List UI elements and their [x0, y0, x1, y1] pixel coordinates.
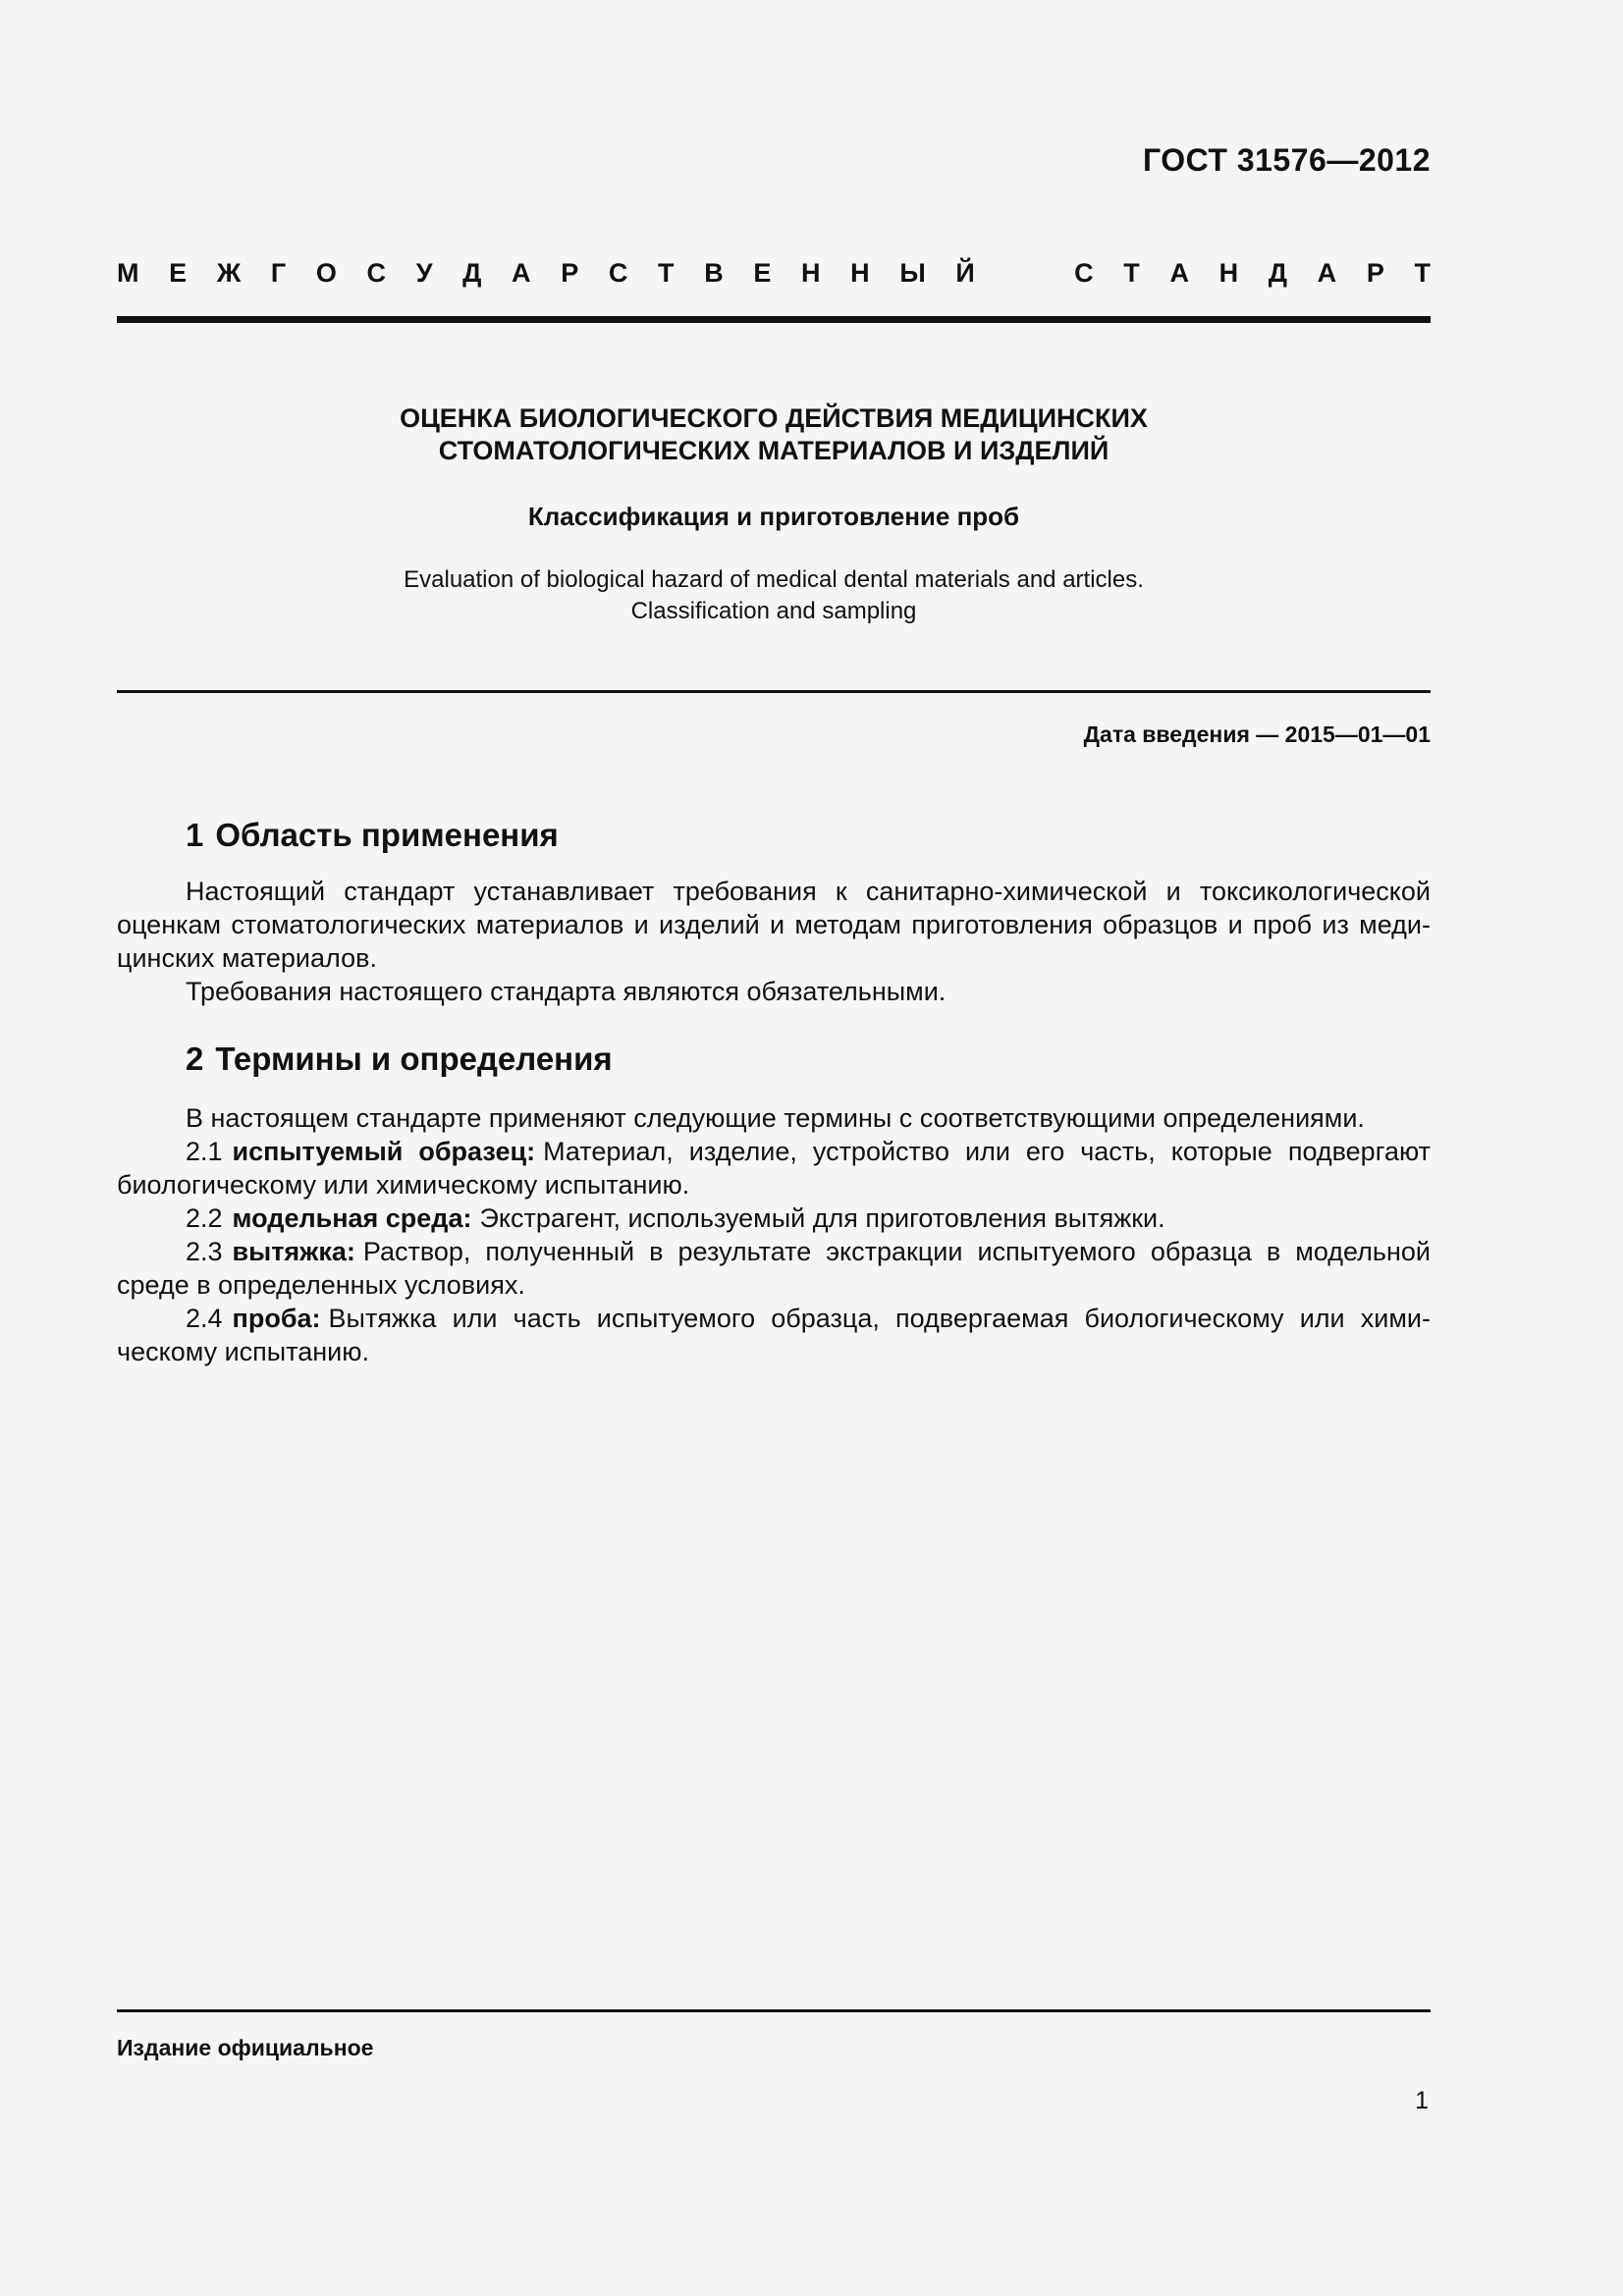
- standard-type-letter: Г: [270, 258, 287, 288]
- section-heading-scope: [186, 817, 559, 854]
- term-name: испытуемый образец:: [232, 1137, 536, 1166]
- standard-type-letter: А: [1317, 258, 1337, 288]
- introduction-date: Дата введения — 2015—01—01: [1083, 721, 1431, 747]
- standard-type-letter: Н: [850, 258, 870, 288]
- standard-type-letter: Р: [561, 258, 579, 288]
- section-title: Термины и определения: [215, 1041, 613, 1077]
- standard-type-letter: Ы: [899, 258, 926, 288]
- standard-type-letter: Д: [462, 258, 482, 288]
- standard-type-letter: Ж: [216, 258, 242, 288]
- standard-type-letter: М: [117, 258, 139, 288]
- title-divider: [117, 690, 1431, 693]
- term-text: Материал, изделие, устройство или его часть, которые подвергают биологическому или химическому испытанию.: [117, 1137, 1431, 1200]
- title-line: ОЦЕНКА БИОЛОГИЧЕСКОГО ДЕЙСТВИЯ МЕДИЦИНСКИХ: [400, 403, 1148, 433]
- term-text: Экстрагент, используемый для приготовления вытяжки.: [479, 1203, 1165, 1233]
- standard-type-letter: Т: [658, 258, 675, 288]
- standard-type-letter: С: [608, 258, 628, 288]
- section-body-scope: [117, 875, 1431, 1008]
- term-definition: [117, 1135, 1431, 1201]
- standard-type-letter: У: [415, 258, 433, 288]
- section-heading-terms: [186, 1041, 613, 1078]
- term-definition: [117, 1201, 1431, 1235]
- footer-divider: [117, 2009, 1431, 2012]
- term-number: 2.1: [186, 1137, 223, 1166]
- standard-type-letter: О: [315, 258, 337, 288]
- title-line: СТОМАТОЛОГИЧЕСКИХ МАТЕРИАЛОВ И ИЗДЕЛИЙ: [438, 436, 1109, 465]
- page-number: 1: [1415, 2087, 1429, 2114]
- section-number: 2: [186, 1041, 204, 1077]
- term-name: проба:: [232, 1304, 321, 1333]
- standard-type-letter: Й: [955, 258, 975, 288]
- word-gap: [1004, 258, 1044, 289]
- standard-type-letter: Т: [1414, 258, 1431, 288]
- term-number: 2.3: [186, 1237, 223, 1266]
- term-number: 2.2: [186, 1203, 223, 1233]
- standard-type-letter: А: [512, 258, 531, 288]
- paragraph: Требования настоящего стандарта являются обязательными.: [186, 977, 947, 1006]
- english-title-line: Classification and sampling: [630, 598, 917, 624]
- edition-label: Издание официальное: [117, 2035, 374, 2060]
- term-text: Вытяжка или часть испытуемого образца, подвергаемая биологическому или хими-ческому испытанию.: [117, 1304, 1431, 1366]
- standard-type-letter: Е: [169, 258, 188, 288]
- term-name: вытяжка:: [232, 1237, 355, 1266]
- term-text: Раствор, полученный в результате экстракции испытуемого образца в модельной среде в определенных условиях.: [117, 1237, 1431, 1300]
- paragraph: Настоящий стандарт устанавливает требования к санитарно-химической и токсикологической оценкам стоматологических материалов и изделий и методам приготовления образцов и проб из меди-цинских материалов.: [117, 877, 1431, 973]
- paragraph: В настоящем стандарте применяют следующие термины с соответствующими определениями.: [186, 1103, 1365, 1133]
- doc-number: ГОСТ 31576—2012: [1142, 142, 1431, 178]
- standard-type-heading: [117, 258, 1431, 289]
- document-title: [117, 402, 1431, 467]
- standard-type-letter: Д: [1268, 258, 1288, 288]
- english-title: [117, 564, 1431, 627]
- english-title-line: Evaluation of biological hazard of medical dental materials and articles.: [404, 566, 1144, 593]
- section-body-terms: [117, 1101, 1431, 1368]
- term-definition: [117, 1235, 1431, 1302]
- standard-type-letter: Н: [801, 258, 821, 288]
- standard-type-letter: Т: [1123, 258, 1140, 288]
- standard-type-letter: Н: [1218, 258, 1239, 288]
- standard-type-letter: Е: [753, 258, 772, 288]
- standard-type-letter: В: [704, 258, 724, 288]
- standard-type-letter: С: [366, 258, 387, 288]
- term-definition: [117, 1302, 1431, 1368]
- section-title: Область применения: [215, 817, 559, 853]
- document-subtitle: Классификация и приготовление проб: [527, 502, 1020, 531]
- section-number: 1: [186, 817, 204, 853]
- term-number: 2.4: [186, 1304, 223, 1333]
- standard-type-letter: С: [1074, 258, 1094, 288]
- standard-type-letter: А: [1169, 258, 1189, 288]
- standard-type-letter: Р: [1366, 258, 1384, 288]
- term-name: модельная среда:: [232, 1203, 472, 1233]
- header-divider: [117, 316, 1431, 323]
